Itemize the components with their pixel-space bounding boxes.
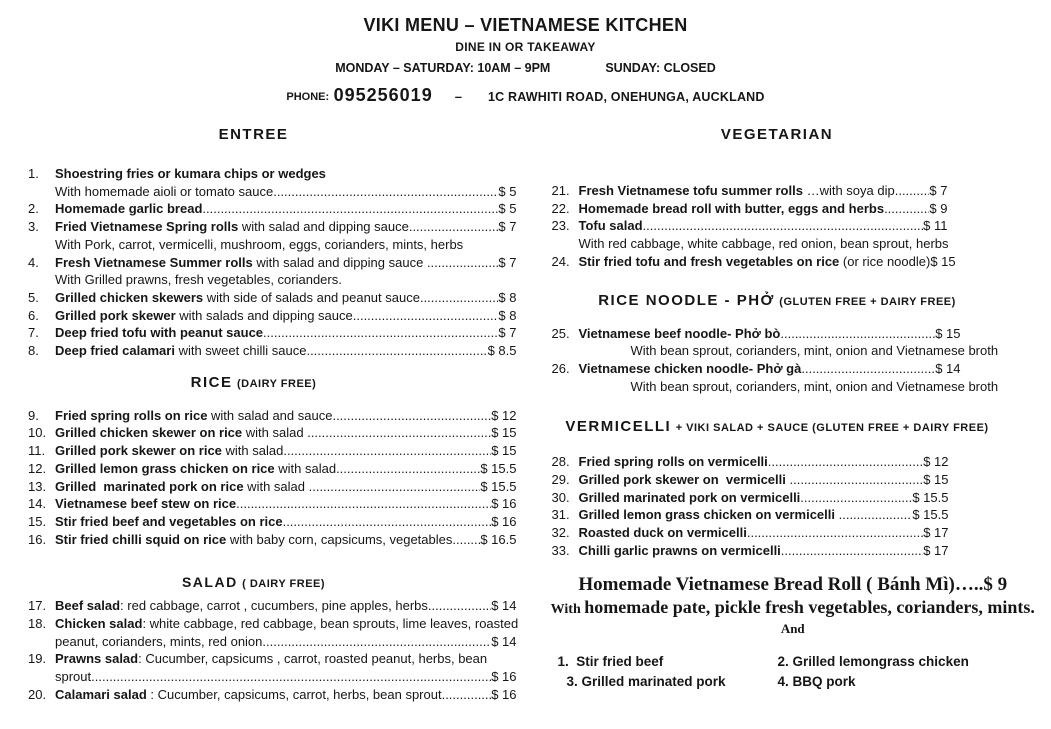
separator-dash: – [454, 89, 462, 104]
menu-item-line [546, 360, 961, 378]
phone-number: 095256019 [333, 85, 433, 105]
item-number: 7. [28, 325, 39, 341]
dot-leader [283, 442, 491, 460]
banhmi-option: 2. Grilled lemongrass chicken [777, 653, 969, 669]
menu-item-line [22, 307, 517, 325]
banh-mi-options [546, 654, 1041, 690]
item-description: With red cabbage, white cabbage, red onion, bean sprout, herbs [578, 236, 949, 252]
menu-item-line [22, 633, 517, 651]
dot-leader [789, 471, 923, 489]
item-text [55, 218, 409, 236]
item-name: Grilled lemon grass chicken on rice [55, 460, 275, 476]
dot-leader [452, 531, 480, 549]
menu-item-line [546, 542, 949, 560]
item-number: 20. [28, 686, 47, 702]
item-number: 10. [28, 425, 47, 441]
item-name: Shoestring fries or kumara chips or wedges [55, 166, 326, 181]
item-text [55, 513, 283, 531]
item-name: Vietnamese beef stew on rice [55, 496, 237, 512]
item-description: with salad and dipping sauce [238, 219, 409, 235]
item-number: 18. [28, 616, 47, 632]
item-description: with side of salads and peanut sauce [203, 289, 420, 305]
menu-item-line [22, 495, 517, 513]
item-text [55, 478, 309, 496]
item-description: With bean sprout, corianders, mint, onion and Vietnamese broth [630, 343, 999, 359]
item-text [55, 495, 236, 513]
item-number: 4. [28, 254, 39, 270]
item-text [55, 633, 262, 651]
menu-item-line [546, 471, 949, 489]
menu-columns [0, 126, 1051, 704]
menu-item-line [22, 183, 517, 201]
item-name: Chicken salad [55, 616, 143, 632]
item-number: 19. [28, 651, 47, 667]
section-items [22, 407, 517, 549]
menu-item-line [630, 378, 999, 396]
item-number: 2. [28, 201, 39, 217]
section-heading [546, 126, 1009, 144]
item-number: 3. [28, 219, 39, 235]
item-description: With Pork, carrot, vermicelli, mushroom, eggs, corianders, mints, herbs [55, 236, 464, 252]
menu-item-line [546, 253, 956, 271]
menu-item-line [22, 165, 517, 183]
item-description: with salad and sauce [207, 407, 333, 423]
item-text [579, 524, 747, 542]
item-description: with salad [242, 425, 308, 441]
item-name: Prawns salad [55, 651, 139, 667]
item-text [631, 378, 999, 396]
item-price: $ 15 [923, 472, 949, 488]
section-title: VEGETARIAN [720, 126, 834, 143]
item-price: $ 5 [498, 201, 517, 217]
menu-item-line [22, 513, 517, 531]
item-number: 21. [551, 183, 570, 198]
menu-item-line [22, 531, 517, 549]
dot-leader [747, 524, 923, 542]
contact-line [0, 84, 1051, 108]
menu-section-entree [22, 126, 517, 360]
menu-section-pho [546, 292, 1041, 396]
section-heading [546, 292, 1009, 311]
section-items [22, 597, 517, 703]
item-description: with salad and dipping sauce [252, 254, 427, 270]
item-name: Deep fried tofu with peanut sauce [55, 325, 264, 341]
dot-leader [839, 506, 913, 524]
item-number: 26. [551, 360, 570, 376]
menu-item-line [546, 217, 948, 235]
menu-item-line [546, 235, 948, 253]
item-number: 17. [28, 598, 47, 614]
menu-item-line [546, 182, 948, 200]
item-text [579, 235, 949, 253]
item-text [579, 200, 885, 218]
item-description: : white cabbage, red cabbage, bean sprouts, lime leaves, roasted [142, 616, 519, 632]
item-price: $ 11 [923, 218, 948, 234]
item-name: Fried Vietnamese Spring rolls [55, 219, 239, 235]
item-text [55, 615, 518, 633]
item-number: 31. [551, 507, 570, 523]
item-name: Stir fried chilli squid on rice [55, 531, 227, 547]
opening-hours [0, 60, 1051, 76]
dot-leader [780, 325, 935, 343]
menu-item-line [22, 342, 517, 360]
menu-item-line [22, 218, 517, 236]
item-text [55, 650, 487, 668]
dot-leader [263, 324, 498, 342]
item-price: $ 7 [498, 219, 517, 235]
menu-item-line [22, 271, 517, 289]
item-price: $ 12 [491, 407, 517, 423]
item-description: sprout [55, 669, 92, 685]
item-name: Beef salad [55, 598, 121, 614]
item-number: 6. [28, 307, 39, 323]
item-text [631, 342, 999, 360]
item-name: Grilled marinated pork on vermicelli [578, 489, 801, 505]
item-text [55, 442, 283, 460]
item-text [55, 424, 307, 442]
menu-item-line [22, 668, 517, 686]
item-number: 5. [28, 289, 39, 305]
dot-leader [336, 460, 480, 478]
menu-section-vermicelli [546, 418, 1041, 559]
section-heading [22, 126, 485, 144]
item-name: Stir fried tofu and fresh vegetables on rice [578, 253, 840, 269]
item-price: $ 15.5 [480, 460, 517, 476]
item-price: $ 16 [491, 513, 517, 529]
item-name: Grilled marinated pork on rice [55, 478, 244, 494]
menu-section-salad [22, 573, 517, 703]
section-heading [22, 573, 485, 593]
item-name: Grilled lemon grass chicken on vermicelli [578, 507, 839, 523]
section-note: ( DAIRY FREE) [242, 578, 326, 591]
item-price: $ 15 [491, 443, 517, 459]
item-text [55, 200, 202, 218]
item-text [55, 254, 427, 272]
item-number: 25. [551, 325, 570, 341]
menu-item-line [22, 407, 517, 425]
item-text [55, 668, 91, 686]
item-name: Calamari salad [55, 686, 151, 702]
item-price: $ 12 [923, 454, 949, 470]
dot-leader [420, 289, 498, 307]
item-name: Grilled pork skewer on vermicelli [578, 472, 790, 488]
menu-item-line [546, 506, 949, 524]
menu-item-line [22, 254, 517, 272]
dot-leader [262, 633, 491, 651]
item-text [579, 253, 931, 271]
phone-label: PHONE: [286, 91, 330, 103]
item-text [55, 597, 428, 615]
item-number: 22. [551, 200, 570, 216]
menu-item-line [22, 597, 517, 615]
dot-leader [202, 200, 498, 218]
item-price: $ 15.5 [912, 489, 949, 505]
section-note: (GLUTEN FREE + DAIRY FREE) [779, 295, 956, 308]
item-price: $ 15 [491, 425, 517, 441]
item-description: : Cucumber, capsicums, carrot, herbs, bean sprout [150, 686, 442, 702]
item-text [55, 324, 263, 342]
menu-section-vegetarian [546, 126, 1041, 271]
item-price: $ 15.5 [480, 478, 517, 494]
dot-leader [309, 478, 481, 496]
item-name: Vietnamese chicken noodle- Phở gà [578, 360, 802, 376]
banh-mi-description: With homemade pate, pickle fresh vegetables, corianders, mints. [550, 596, 1035, 617]
item-price: $ 8 [498, 307, 517, 323]
item-text [579, 471, 790, 489]
item-price: $ 8.5 [487, 343, 517, 359]
item-text [579, 360, 802, 378]
menu-item-line [546, 489, 949, 507]
menu-item-line [22, 424, 517, 442]
hours-sunday: SUNDAY: CLOSED [605, 61, 716, 75]
dot-leader [428, 597, 491, 615]
banhmi-option: 4. BBQ pork [777, 673, 856, 689]
item-number: 13. [28, 478, 47, 494]
menu-header [0, 0, 1051, 108]
item-text [55, 686, 442, 704]
item-text [55, 460, 336, 478]
item-name: Grilled chicken skewers [55, 289, 204, 305]
item-number: 24. [551, 253, 570, 269]
item-number: 11. [28, 443, 46, 459]
section-title: VERMICELLI [565, 418, 672, 436]
section-items [546, 453, 949, 559]
dot-leader [236, 495, 491, 513]
dot-leader [307, 424, 491, 442]
item-number: 29. [551, 472, 570, 488]
dot-leader [353, 307, 499, 325]
dot-leader [306, 342, 487, 360]
item-description: with salad [221, 443, 284, 459]
item-text [55, 165, 326, 183]
menu-column-right [546, 126, 1041, 704]
banh-mi-and-word: And [780, 620, 805, 636]
menu-item-line [546, 524, 949, 542]
menu-item-line [22, 615, 517, 633]
item-text [55, 307, 353, 325]
item-name: Chilli garlic prawns on vermicelli [578, 542, 781, 558]
dot-leader [427, 254, 498, 272]
item-name: Fresh Vietnamese Summer rolls [55, 254, 253, 270]
item-name: Fried spring rolls on vermicelli [578, 454, 768, 470]
item-description: peanut, corianders, mints, red onion [55, 633, 263, 649]
item-text [55, 531, 452, 549]
item-name: Vietnamese beef noodle- Phở bò [578, 325, 781, 341]
item-text [579, 542, 781, 560]
item-number: 30. [551, 489, 570, 505]
item-text [579, 182, 895, 200]
menu-item-line [22, 289, 517, 307]
item-price: $ 7 [929, 183, 948, 198]
item-price: $ 16 [491, 496, 517, 512]
item-price: $ 16 [491, 669, 517, 685]
item-text [579, 453, 768, 471]
menu-item-line [22, 200, 517, 218]
section-title: ENTREE [218, 126, 289, 143]
item-price: $ 14 [935, 360, 961, 376]
item-name: Roasted duck on vermicelli [578, 525, 747, 541]
menu-column-left [22, 126, 517, 704]
item-name: Grilled pork skewer on rice [55, 443, 222, 459]
item-description: with sweet chilli sauce [174, 343, 307, 359]
item-number: 12. [28, 460, 47, 476]
hours-weekday: MONDAY – SATURDAY: 10AM – 9PM [335, 61, 551, 75]
item-text [579, 217, 643, 235]
menu-item-line [22, 650, 517, 668]
item-number: 15. [28, 513, 47, 529]
dot-leader [409, 218, 499, 236]
section-heading [22, 374, 485, 393]
dot-leader [801, 360, 935, 378]
banhmi-option: 3. Grilled marinated pork [566, 673, 726, 689]
banh-mi-section [546, 574, 1041, 690]
item-text [579, 506, 839, 524]
item-description: With bean sprout, corianders, mint, onion and Vietnamese broth [630, 378, 999, 394]
section-title: RICE NOODLE - PHỞ [598, 291, 775, 309]
item-number: 1. [28, 166, 39, 181]
item-description: With homemade aioli or tomato sauce [55, 183, 274, 199]
item-price: $ 14 [491, 633, 517, 649]
item-description: With Grilled prawns, fresh vegetables, corianders. [55, 272, 342, 288]
item-description: with baby corn, capsicums, vegetables [226, 531, 453, 547]
menu-item-line [22, 478, 517, 496]
item-number: 16. [28, 531, 47, 547]
item-name: Fried spring rolls on rice [55, 407, 208, 423]
address-text: 1C RAWHITI ROAD, ONEHUNGA, AUCKLAND [487, 90, 765, 104]
section-title: RICE [190, 373, 233, 391]
menu-item-line [22, 324, 517, 342]
item-price: $ 7 [498, 254, 517, 270]
menu-section-rice [22, 374, 517, 549]
item-name: Grilled pork skewer [55, 307, 176, 323]
item-price: $ 15 [930, 253, 956, 269]
item-price: $ 9 [929, 200, 948, 216]
item-number: 14. [28, 496, 47, 512]
item-price: $ 14 [491, 598, 517, 614]
item-description: : Cucumber, capsicums , carrot, roasted peanut, herbs, bean [138, 651, 488, 667]
menu-item-line [546, 200, 948, 218]
item-price: $ 7 [498, 325, 517, 341]
item-price: $ 15 [935, 325, 961, 341]
dot-leader [884, 200, 929, 218]
dot-leader [781, 542, 923, 560]
dot-leader [643, 217, 924, 235]
item-name: Homemade garlic bread [55, 201, 203, 217]
section-note: + VIKI SALAD + SAUCE (GLUTEN FREE + DAIRY FREE) [675, 422, 989, 435]
item-number: 28. [551, 454, 570, 470]
item-price: $ 17 [923, 542, 949, 558]
item-price: $ 15.5 [912, 507, 949, 523]
menu-item-line [22, 686, 517, 704]
item-text [579, 325, 781, 343]
dot-leader [91, 668, 491, 686]
item-text [55, 342, 306, 360]
dot-leader [442, 686, 492, 704]
section-items [22, 165, 517, 360]
item-name: Fresh Vietnamese tofu summer rolls [578, 183, 803, 198]
item-text [579, 489, 801, 507]
item-price: $ 16.5 [480, 531, 517, 547]
item-name: Homemade bread roll with butter, eggs and herbs [578, 200, 885, 216]
dot-leader [273, 183, 498, 201]
item-description: with salad [243, 478, 309, 494]
section-note: (DAIRY FREE) [236, 377, 317, 390]
menu-item-line [22, 236, 517, 254]
item-name: Tofu salad [578, 218, 643, 234]
item-text [55, 407, 332, 425]
dot-leader [768, 453, 923, 471]
item-description: (or rice noodle) [839, 253, 931, 269]
item-price: $ 16 [491, 686, 517, 702]
section-title: SALAD [181, 574, 238, 591]
dot-leader [800, 489, 912, 507]
menu-item-line [22, 460, 517, 478]
item-description: : red cabbage, carrot , cucumbers, pine apples, herbs [120, 598, 428, 614]
dot-leader [895, 182, 930, 200]
dot-leader [332, 407, 491, 425]
banh-mi-with-word: With [550, 601, 585, 617]
page-title: VIKI MENU – VIETNAMESE KITCHEN [363, 15, 688, 35]
menu-item-line [546, 325, 961, 343]
item-name: Grilled chicken skewer on rice [55, 425, 243, 441]
item-name: Stir fried beef and vegetables on rice [55, 513, 283, 529]
item-text [55, 236, 463, 254]
menu-item-line [22, 442, 517, 460]
item-text [55, 183, 273, 201]
item-number: 8. [28, 343, 39, 359]
item-number: 23. [551, 218, 570, 234]
item-text [55, 289, 420, 307]
menu-item-line [546, 453, 949, 471]
section-heading [546, 418, 1009, 437]
item-price: $ 5 [498, 183, 517, 199]
item-text [55, 271, 342, 289]
item-price: $ 17 [923, 525, 949, 541]
item-description: with salad [274, 460, 337, 476]
section-items [546, 182, 956, 271]
item-description: with salads and dipping sauce [175, 307, 353, 323]
item-number: 32. [551, 525, 570, 541]
section-items [546, 325, 999, 396]
banhmi-option: 1. Stir fried beef [557, 653, 664, 669]
menu-item-line [630, 342, 999, 360]
banh-mi-title: Homemade Vietnamese Bread Roll ( Bánh Mì)…..$ 9 [578, 573, 1008, 595]
dine-in-takeaway-label: DINE IN OR TAKEAWAY [455, 40, 596, 54]
item-number: 33. [551, 542, 570, 558]
item-price: $ 8 [498, 289, 517, 305]
dot-leader [283, 513, 492, 531]
item-number: 9. [28, 407, 39, 423]
item-description: …with soya dip [802, 183, 895, 198]
item-name: Deep fried calamari [55, 343, 175, 359]
